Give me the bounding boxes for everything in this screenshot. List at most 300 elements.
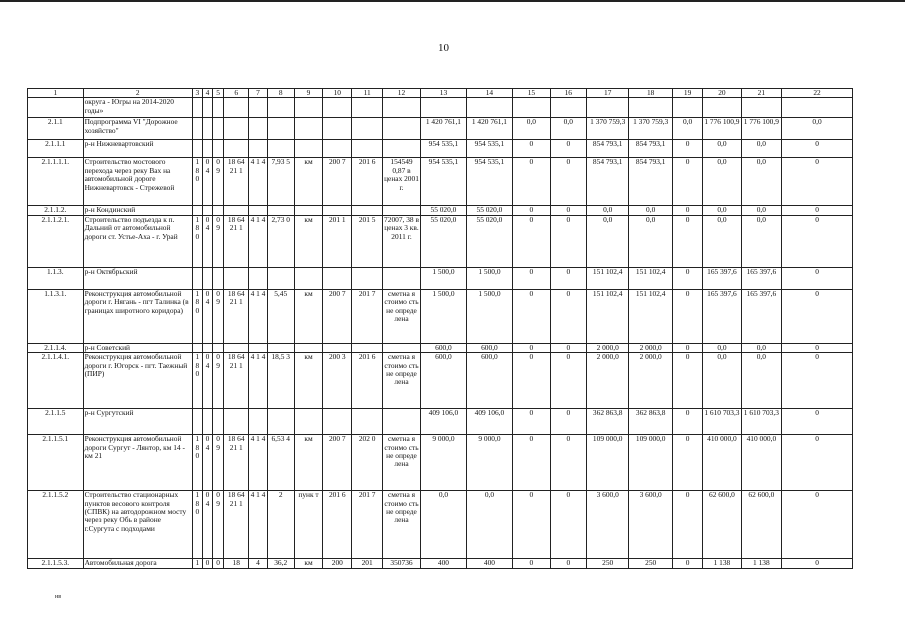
table-cell: 0 [513, 559, 550, 568]
table-cell: 151 102,4 [586, 267, 628, 289]
table-cell [249, 118, 267, 140]
column-header: 8 [267, 89, 294, 98]
table-cell: 200 7 [323, 289, 352, 343]
column-header: 16 [550, 89, 586, 98]
table-cell: 201 6 [352, 353, 382, 409]
table-cell: 1 500,0 [466, 289, 513, 343]
table-cell: 0,0 [703, 215, 741, 267]
table-cell: 0 [213, 559, 224, 568]
table-cell: 1 8 0 [192, 215, 202, 267]
table-cell: 0 [782, 353, 853, 409]
table-cell: 1 420 761,1 [421, 118, 466, 140]
table-cell: км [294, 353, 322, 409]
table-cell: 0,0 [741, 343, 781, 352]
table-cell: 409 106,0 [421, 409, 466, 435]
table-cell: 0 [672, 140, 702, 158]
table-cell: 18,5 3 [267, 353, 294, 409]
table-cell: 1 8 0 [192, 289, 202, 343]
table-cell: 0 [782, 158, 853, 206]
table-cell: сметна я стоимо сть не опреде лена [382, 435, 420, 491]
table-cell: 0 [672, 206, 702, 215]
table-cell: р-н Советский [83, 343, 192, 352]
table-cell: 0 [782, 491, 853, 559]
table-cell [352, 267, 382, 289]
table-cell: 410 000,0 [741, 435, 781, 491]
table-cell [224, 140, 249, 158]
table-cell [267, 409, 294, 435]
table-cell: 954 535,1 [421, 158, 466, 206]
table-row [28, 559, 853, 568]
table-cell: 0,0 [703, 353, 741, 409]
table-cell [213, 206, 224, 215]
table-cell: 0 [550, 435, 586, 491]
table-cell: 1 776 100,9 [703, 118, 741, 140]
table-cell: 165 397,6 [741, 267, 781, 289]
table-cell: 0 [550, 353, 586, 409]
table-cell: 201 [352, 559, 382, 568]
table-cell: км [294, 435, 322, 491]
table-cell [192, 343, 202, 352]
table-cell [28, 98, 84, 118]
table-cell: 165 397,6 [703, 289, 741, 343]
table-cell [782, 98, 853, 118]
table-cell: 18 64 21 1 [224, 491, 249, 559]
column-header: 5 [213, 89, 224, 98]
table-cell [249, 98, 267, 118]
table-cell: 2.1.1.1.1. [28, 158, 84, 206]
column-header: 12 [382, 89, 420, 98]
table-cell: 0,0 [550, 118, 586, 140]
table-row [28, 289, 853, 343]
table-cell: 4 1 4 [249, 435, 267, 491]
table-cell: 0,0 [513, 118, 550, 140]
table-cell: 0,0 [703, 206, 741, 215]
table-cell: 36,2 [267, 559, 294, 568]
table-cell: 0 [782, 215, 853, 267]
table-cell: 0 [550, 559, 586, 568]
table-cell: 2.1.1.5.1 [28, 435, 84, 491]
table-cell [382, 409, 420, 435]
table-cell [202, 118, 212, 140]
table-cell [249, 409, 267, 435]
table-cell: 2,73 0 [267, 215, 294, 267]
table-cell [352, 409, 382, 435]
table-cell: 954 535,1 [421, 140, 466, 158]
table-cell [267, 98, 294, 118]
table-cell: 0 [513, 353, 550, 409]
table-cell: 7,93 5 [267, 158, 294, 206]
table-cell [550, 98, 586, 118]
table-cell: 202 0 [352, 435, 382, 491]
table-cell [192, 118, 202, 140]
table-cell [323, 98, 352, 118]
table-cell [202, 140, 212, 158]
table-cell: 4 1 4 [249, 289, 267, 343]
table-cell: 165 397,6 [741, 289, 781, 343]
table-cell: 2 000,0 [586, 353, 628, 409]
table-cell: 151 102,4 [629, 289, 672, 343]
column-header: 21 [741, 89, 781, 98]
table-cell: 165 397,6 [703, 267, 741, 289]
table-cell: 0,0 [466, 491, 513, 559]
column-header: 19 [672, 89, 702, 98]
table-cell [213, 98, 224, 118]
table-cell: 1 500,0 [466, 267, 513, 289]
table-cell: сметна я стоимо сть не опреде лена [382, 491, 420, 559]
table-cell: 0 [513, 140, 550, 158]
table-cell: 2.1.1.5.3. [28, 559, 84, 568]
column-header: 15 [513, 89, 550, 98]
table-cell [323, 118, 352, 140]
table-cell [267, 343, 294, 352]
column-header: 3 [192, 89, 202, 98]
table-cell: 201 6 [352, 158, 382, 206]
table-cell: 2.1.1.4. [28, 343, 84, 352]
table-cell: р-н Октябрьский [83, 267, 192, 289]
table-cell: 1 [192, 559, 202, 568]
table-cell: 954 535,1 [466, 158, 513, 206]
table-cell: 6,53 4 [267, 435, 294, 491]
table-cell [421, 98, 466, 118]
table-cell: 250 [629, 559, 672, 568]
table-cell [267, 206, 294, 215]
table-cell: сметна я стоимо сть не опреде лена [382, 289, 420, 343]
table-cell [672, 98, 702, 118]
table-cell: 0 [782, 435, 853, 491]
table-cell [213, 343, 224, 352]
table-cell: 18 [224, 559, 249, 568]
table-cell [224, 409, 249, 435]
table-cell: 409 106,0 [466, 409, 513, 435]
column-header: 13 [421, 89, 466, 98]
table-cell [192, 98, 202, 118]
table-header-row [28, 89, 853, 98]
table-cell: 2 000,0 [586, 343, 628, 352]
table-cell [249, 140, 267, 158]
table-cell: 0 [550, 289, 586, 343]
table-row [28, 98, 853, 118]
table-cell [323, 206, 352, 215]
table-cell: 0,0 [741, 140, 781, 158]
table-row [28, 158, 853, 206]
table-cell [249, 267, 267, 289]
table-cell: 0,0 [629, 206, 672, 215]
table-cell [382, 140, 420, 158]
table-cell: 2.1.1 [28, 118, 84, 140]
table-cell: 0 [672, 491, 702, 559]
table-cell: 0,0 [703, 343, 741, 352]
table-cell: 0,0 [703, 140, 741, 158]
table-cell [382, 118, 420, 140]
table-cell: км [294, 158, 322, 206]
table-cell: 0,0 [586, 215, 628, 267]
column-header: 14 [466, 89, 513, 98]
table-cell [267, 140, 294, 158]
table-cell [202, 267, 212, 289]
table-cell [629, 98, 672, 118]
table-cell [249, 206, 267, 215]
table-cell [294, 118, 322, 140]
table-cell [224, 343, 249, 352]
table-cell: 2.1.1.4.1. [28, 353, 84, 409]
table-cell [382, 267, 420, 289]
table-cell: 200 [323, 559, 352, 568]
table-cell [352, 343, 382, 352]
table-cell [382, 98, 420, 118]
table-cell: 0,0 [741, 158, 781, 206]
column-header: 22 [782, 89, 853, 98]
table-cell: 3 600,0 [629, 491, 672, 559]
table-row [28, 267, 853, 289]
table-cell [202, 98, 212, 118]
table-cell: 0,0 [741, 215, 781, 267]
column-header: 4 [202, 89, 212, 98]
table-row [28, 409, 853, 435]
column-header: 20 [703, 89, 741, 98]
table-cell: 1 420 761,1 [466, 118, 513, 140]
table-cell: 600,0 [466, 353, 513, 409]
table-cell: 854 793,1 [586, 158, 628, 206]
table-cell: км [294, 289, 322, 343]
table-cell: 0,0 [586, 206, 628, 215]
table-cell: Реконструкция автомобильной дороги Сургут - Лянтор, км 14 - км 21 [83, 435, 192, 491]
table-cell: 0 4 [202, 491, 212, 559]
table-cell: 1 500,0 [421, 289, 466, 343]
table-cell: 2.1.1.2. [28, 206, 84, 215]
table-cell: 2 [267, 491, 294, 559]
table-cell: 1 500,0 [421, 267, 466, 289]
table-row [28, 215, 853, 267]
table-cell: 954 535,1 [466, 140, 513, 158]
table-cell: 854 793,1 [629, 158, 672, 206]
table-cell [192, 140, 202, 158]
table-cell: 0 9 [213, 435, 224, 491]
table-cell: 854 793,1 [629, 140, 672, 158]
table-cell [323, 409, 352, 435]
table-cell: 1 370 759,3 [586, 118, 628, 140]
column-header: 17 [586, 89, 628, 98]
table-cell: 0,0 [672, 118, 702, 140]
table-cell [323, 267, 352, 289]
table-cell [741, 98, 781, 118]
table-cell: 0 [550, 343, 586, 352]
table-cell: 0 [550, 158, 586, 206]
table-cell: 18 64 21 1 [224, 435, 249, 491]
table-cell: 0 [513, 206, 550, 215]
table-cell: 0 [513, 215, 550, 267]
table-cell: 1 610 703,3 [703, 409, 741, 435]
table-cell: 109 000,0 [629, 435, 672, 491]
table-cell: 0 [513, 409, 550, 435]
table-cell [224, 118, 249, 140]
table-cell: 55 020,0 [466, 215, 513, 267]
table-cell [202, 409, 212, 435]
table-cell: 62 600,0 [741, 491, 781, 559]
table-cell [294, 140, 322, 158]
table-cell [294, 98, 322, 118]
table-cell: 0 [672, 559, 702, 568]
table-cell: 0 [513, 343, 550, 352]
table-cell [294, 343, 322, 352]
table-cell: 200 7 [323, 435, 352, 491]
table-cell: 201 1 [323, 215, 352, 267]
table-row [28, 343, 853, 352]
table-cell: 0 [550, 409, 586, 435]
table-cell: 0 [782, 206, 853, 215]
table-cell: 600,0 [466, 343, 513, 352]
table-cell [213, 118, 224, 140]
table-cell: 600,0 [421, 353, 466, 409]
column-header: 2 [83, 89, 192, 98]
table-cell [192, 206, 202, 215]
table-cell: 3 600,0 [586, 491, 628, 559]
column-header: 6 [224, 89, 249, 98]
table-cell: р-н Сургутский [83, 409, 192, 435]
table-cell [352, 98, 382, 118]
table-cell: 5,45 [267, 289, 294, 343]
table-cell: 1 138 [741, 559, 781, 568]
column-header: 7 [249, 89, 267, 98]
table-cell: 201 6 [323, 491, 352, 559]
table-cell: 1 8 0 [192, 158, 202, 206]
table-row [28, 435, 853, 491]
table-cell: 200 7 [323, 158, 352, 206]
column-header: 9 [294, 89, 322, 98]
table-cell [224, 98, 249, 118]
table-cell: 0 [513, 435, 550, 491]
budget-table [27, 88, 853, 569]
table-cell: р-н Нижневартовский [83, 140, 192, 158]
table-cell: 18 64 21 1 [224, 158, 249, 206]
table-cell: Подпрограмма VI "Дорожное хозяйство" [83, 118, 192, 140]
table-cell: 0 [550, 206, 586, 215]
table-cell: 1 8 0 [192, 435, 202, 491]
table-cell: 400 [466, 559, 513, 568]
table-cell: 1 138 [703, 559, 741, 568]
table-cell [323, 343, 352, 352]
table-cell: 72007, 38 в ценах 3 кв. 2011 г. [382, 215, 420, 267]
table-cell: 55 020,0 [421, 215, 466, 267]
table-cell: 0 [202, 559, 212, 568]
table-cell: 55 020,0 [421, 206, 466, 215]
table-cell: 9 000,0 [421, 435, 466, 491]
table-cell: 0,0 [741, 353, 781, 409]
table-cell: 0 9 [213, 289, 224, 343]
table-cell [192, 409, 202, 435]
table-cell: 109 000,0 [586, 435, 628, 491]
table-cell: 2.1.1.5 [28, 409, 84, 435]
table-cell: 0 [672, 289, 702, 343]
table-cell: сметна я стоимо сть не опреде лена [382, 353, 420, 409]
table-cell: 0 [782, 289, 853, 343]
table-cell: 9 000,0 [466, 435, 513, 491]
table-cell: 4 1 4 [249, 215, 267, 267]
table-cell: 0 [672, 409, 702, 435]
table-cell: 0 [782, 559, 853, 568]
table-cell [213, 267, 224, 289]
table-cell: 0,0 [741, 206, 781, 215]
table-cell [213, 409, 224, 435]
page-top-border [0, 0, 905, 2]
table-cell: 0 [513, 267, 550, 289]
table-cell: 18 64 21 1 [224, 289, 249, 343]
column-header: 11 [352, 89, 382, 98]
table-cell: 0,0 [421, 491, 466, 559]
table-cell: 0 4 [202, 215, 212, 267]
footer-mark: нв [55, 594, 62, 600]
table-cell: 0 4 [202, 289, 212, 343]
table-cell [352, 118, 382, 140]
table-cell: 201 5 [352, 215, 382, 267]
table-cell: 4 1 4 [249, 491, 267, 559]
table-cell: 0 [513, 491, 550, 559]
table-cell: 1 776 100,9 [741, 118, 781, 140]
table-cell: Реконструкция автомобильной дороги г. Югорск - пгт. Таежный (ПИР) [83, 353, 192, 409]
table-cell: 0 4 [202, 435, 212, 491]
table-cell: 350736 [382, 559, 420, 568]
table-cell: округа - Югры на 2014-2020 годы» [83, 98, 192, 118]
table-cell: 4 1 4 [249, 353, 267, 409]
table-cell [249, 343, 267, 352]
table-cell: 0 9 [213, 353, 224, 409]
table-cell: 0 [672, 343, 702, 352]
table-cell: 200 3 [323, 353, 352, 409]
table-cell: 0 9 [213, 158, 224, 206]
table-cell: 0 4 [202, 158, 212, 206]
table-cell [586, 98, 628, 118]
table-cell [267, 118, 294, 140]
table-cell: 18 64 21 1 [224, 353, 249, 409]
table-cell: 1.1.3.1. [28, 289, 84, 343]
table-cell: 0 [550, 491, 586, 559]
table-cell: р-н Кондинский [83, 206, 192, 215]
table-cell [703, 98, 741, 118]
table-row [28, 118, 853, 140]
table-cell: 0 [782, 409, 853, 435]
table-cell [323, 140, 352, 158]
table-cell: 201 7 [352, 491, 382, 559]
table-cell: 0 [672, 435, 702, 491]
table-cell: 201 7 [352, 289, 382, 343]
table-cell: 410 000,0 [703, 435, 741, 491]
table-cell [213, 140, 224, 158]
table-cell: 0 [672, 353, 702, 409]
table-cell: 600,0 [421, 343, 466, 352]
table-cell: 151 102,4 [586, 289, 628, 343]
table-cell: 1 610 703,3 [741, 409, 781, 435]
table-cell: 154549 0,87 в ценах 2001 г. [382, 158, 420, 206]
table-cell: 0 9 [213, 491, 224, 559]
table-cell [202, 343, 212, 352]
table-cell [352, 140, 382, 158]
table-cell: 2.1.1.2.1. [28, 215, 84, 267]
table-cell: 1 370 759,3 [629, 118, 672, 140]
table-cell [513, 98, 550, 118]
table-cell: 1 8 0 [192, 491, 202, 559]
table-cell: 0 [550, 140, 586, 158]
table-cell: 0 [550, 267, 586, 289]
table-cell [352, 206, 382, 215]
table-cell: 2 000,0 [629, 353, 672, 409]
table-cell: 0,0 [703, 158, 741, 206]
column-header: 18 [629, 89, 672, 98]
table-cell: 362 863,8 [586, 409, 628, 435]
table-cell: 0 [672, 215, 702, 267]
table-cell: пунк т [294, 491, 322, 559]
table-cell: Реконструкция автомобильной дороги г. Нягань - пгт Талинка (в границах широтного коридора) [83, 289, 192, 343]
page-number: 10 [438, 42, 449, 54]
table-cell [224, 267, 249, 289]
